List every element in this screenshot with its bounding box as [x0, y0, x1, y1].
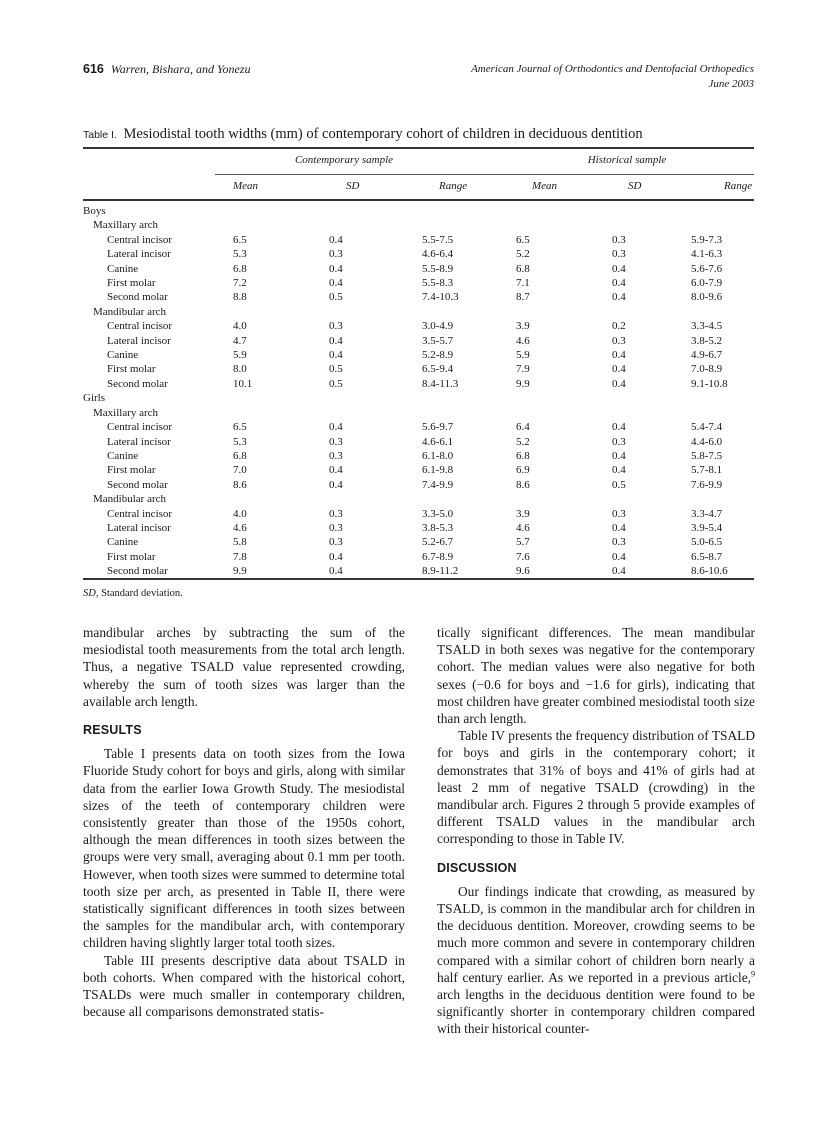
cell-sd-contemporary: 0.3 [329, 536, 343, 549]
cell-range-historical: 4.1-6.3 [691, 248, 723, 261]
cell-sd-historical: 0.4 [612, 565, 626, 578]
cell-mean-contemporary: 8.0 [233, 363, 247, 376]
cell-sd-contemporary: 0.3 [329, 521, 343, 534]
cell-sd-historical [612, 406, 691, 420]
row-label: Central incisor [107, 507, 173, 520]
heading-discussion: DISCUSSION [437, 860, 517, 875]
cell-range-contemporary: 5.2-6.7 [422, 536, 454, 549]
running-header-right [471, 62, 754, 92]
table-row [83, 420, 754, 434]
group-header-contemporary: Contemporary sample [294, 154, 394, 166]
cell-mean-contemporary [233, 391, 329, 405]
col-header-sd-contemporary: SD [346, 180, 360, 192]
table-row [83, 492, 754, 506]
table-label: Table I. [83, 129, 117, 141]
cell-sd-contemporary [329, 492, 422, 506]
cell-mean-historical [516, 204, 612, 218]
cell-range-contemporary: 5.5-8.3 [422, 277, 454, 290]
cell-sd-historical: 0.3 [612, 233, 626, 246]
table-row [83, 348, 754, 362]
cell-mean-contemporary: 6.8 [233, 449, 247, 462]
col-header-sd-historical: SD [628, 180, 642, 192]
cell-sd-contemporary: 0.3 [329, 507, 343, 520]
body-column-left [83, 624, 405, 1020]
table-row [83, 463, 754, 477]
table-row [83, 233, 754, 247]
table-row [83, 247, 754, 261]
cell-sd-historical: 0.2 [612, 320, 626, 333]
col-header-mean-historical: Mean [532, 180, 558, 192]
cell-mean-historical: 6.4 [516, 421, 530, 434]
cell-mean-contemporary: 7.0 [233, 464, 247, 477]
cell-sd-contemporary: 0.4 [329, 550, 343, 563]
cell-mean-historical: 5.7 [516, 536, 530, 549]
cell-sd-contemporary: 0.4 [329, 277, 343, 290]
cell-sd-contemporary: 0.4 [329, 421, 343, 434]
row-label: Central incisor [107, 320, 173, 333]
cell-range-historical [691, 305, 754, 319]
cell-mean-historical: 7.1 [516, 277, 530, 290]
col-header-range-contemporary: Range [439, 180, 468, 192]
row-label: Lateral incisor [107, 435, 171, 448]
row-label: Second molar [107, 565, 168, 578]
cell-range-contemporary: 7.4-9.9 [422, 478, 454, 491]
cell-range-historical: 8.0-9.6 [691, 291, 723, 304]
cell-range-historical: 5.7-8.1 [691, 464, 723, 477]
row-label: Central incisor [107, 233, 173, 246]
cell-sd-contemporary: 0.5 [329, 363, 343, 376]
table-top-rule [83, 147, 754, 149]
cell-range-contemporary: 5.5-8.9 [422, 262, 454, 275]
row-label: Lateral incisor [107, 334, 171, 347]
body-column-right [437, 624, 755, 1038]
cell-sd-contemporary: 0.4 [329, 565, 343, 578]
cell-sd-contemporary [329, 204, 422, 218]
cell-range-contemporary: 6.5-9.4 [422, 363, 454, 376]
discussion-text-a: Our findings indicate that crowding, as measured by TSALD, is common in the mandibular arch for children in the deciduous dentition. Moreover, crowding seems to be much more common and severe in contemporary children compared with a similar cohort of children born nearly a half century earlier. As we reported in a previous article, [437, 883, 755, 985]
cell-range-historical [691, 218, 754, 232]
row-label: First molar [107, 277, 156, 290]
heading-results: RESULTS [83, 723, 142, 738]
cell-mean-contemporary [233, 218, 329, 232]
table-row [83, 319, 754, 333]
table-row [83, 564, 754, 578]
table-row [83, 391, 754, 405]
cell-mean-historical: 8.7 [516, 291, 530, 304]
cell-sd-historical: 0.4 [612, 464, 626, 477]
tooth-width-table [83, 204, 754, 579]
cell-sd-historical: 0.3 [612, 334, 626, 347]
cell-sd-historical: 0.3 [612, 248, 626, 261]
table-row [83, 305, 754, 319]
cell-range-historical: 5.8-7.5 [691, 449, 723, 462]
cell-mean-historical: 3.9 [516, 320, 530, 333]
row-label: Second molar [107, 478, 168, 491]
cell-sd-historical [612, 204, 691, 218]
row-label: Girls [83, 392, 105, 405]
cell-sd-contemporary: 0.3 [329, 449, 343, 462]
cell-mean-historical [516, 492, 612, 506]
cell-mean-historical [516, 218, 612, 232]
cell-sd-historical: 0.5 [612, 478, 626, 491]
cell-mean-contemporary [233, 406, 329, 420]
cell-mean-contemporary [233, 305, 329, 319]
cell-sd-historical: 0.4 [612, 521, 626, 534]
cell-sd-historical: 0.4 [612, 377, 626, 390]
cell-mean-contemporary: 7.2 [233, 277, 247, 290]
cell-range-historical: 3.3-4.5 [691, 320, 723, 333]
cell-mean-contemporary: 8.8 [233, 291, 247, 304]
cell-range-contemporary: 6.7-8.9 [422, 550, 454, 563]
cell-range-contemporary: 8.9-11.2 [422, 565, 459, 578]
cell-sd-contemporary: 0.3 [329, 435, 343, 448]
cell-mean-contemporary [233, 492, 329, 506]
cell-range-contemporary: 8.4-11.3 [422, 377, 459, 390]
table-title: Mesiodistal tooth widths (mm) of contemporary cohort of children in deciduous dentition [123, 126, 643, 142]
cell-range-contemporary: 6.1-9.8 [422, 464, 454, 477]
row-label: First molar [107, 550, 156, 563]
cell-range-historical [691, 204, 754, 218]
cell-range-contemporary: 5.2-8.9 [422, 349, 454, 362]
col-header-range-historical: Range [724, 180, 753, 192]
table-row [83, 276, 754, 290]
cell-range-contemporary: 4.6-6.1 [422, 435, 454, 448]
cell-range-historical: 5.9-7.3 [691, 233, 723, 246]
cell-mean-historical: 9.6 [516, 565, 530, 578]
cell-mean-historical: 7.6 [516, 550, 530, 563]
cell-range-contemporary: 3.3-5.0 [422, 507, 454, 520]
table-row [83, 521, 754, 535]
table-header-rule [83, 199, 754, 201]
table-row [83, 535, 754, 549]
cell-mean-contemporary: 8.6 [233, 478, 247, 491]
cell-sd-historical: 0.3 [612, 536, 626, 549]
cell-sd-historical [612, 305, 691, 319]
cell-sd-historical: 0.4 [612, 291, 626, 304]
paragraph-results-3: tically significant differences. The mean mandibular TSALD in both sexes was negative for the contemporary cohort. The median values were also negative for both sexes (−0.6 for boys and −1.6 for girls), indicating that most children have greater combined mesiodistal tooth size than arch length. [437, 625, 755, 727]
table-bottom-rule [83, 578, 754, 580]
row-label: Lateral incisor [107, 248, 171, 261]
cell-range-contemporary [422, 204, 516, 218]
cell-mean-historical: 6.8 [516, 449, 530, 462]
cell-range-contemporary: 6.1-8.0 [422, 449, 454, 462]
cell-mean-historical: 9.9 [516, 377, 530, 390]
cell-mean-contemporary: 5.3 [233, 248, 247, 261]
cell-mean-contemporary: 9.9 [233, 565, 247, 578]
table-row [83, 218, 754, 232]
cell-range-contemporary [422, 391, 516, 405]
cell-sd-contemporary [329, 305, 422, 319]
row-label: Canine [107, 536, 139, 549]
cell-range-contemporary [422, 406, 516, 420]
cell-range-contemporary [422, 492, 516, 506]
cell-mean-contemporary: 5.8 [233, 536, 247, 549]
cell-mean-contemporary: 10.1 [233, 377, 253, 390]
cell-range-historical: 7.6-9.9 [691, 478, 723, 491]
row-label: Maxillary arch [93, 219, 159, 232]
cell-mean-historical [516, 391, 612, 405]
group-rule-historical [437, 174, 754, 175]
table-footnote [83, 588, 183, 599]
cell-range-historical: 3.9-5.4 [691, 521, 723, 534]
cell-range-historical: 7.0-8.9 [691, 363, 723, 376]
row-label: Canine [107, 349, 139, 362]
cell-range-historical: 5.4-7.4 [691, 421, 723, 434]
cell-mean-historical: 5.2 [516, 435, 530, 448]
table-row [83, 449, 754, 463]
cell-sd-contemporary [329, 406, 422, 420]
cell-range-historical: 6.0-7.9 [691, 277, 723, 290]
cell-mean-contemporary: 4.6 [233, 521, 247, 534]
table-row [83, 334, 754, 348]
cell-sd-historical [612, 218, 691, 232]
cell-range-historical: 4.4-6.0 [691, 435, 723, 448]
table-row [83, 550, 754, 564]
cell-mean-historical [516, 305, 612, 319]
table-row [83, 435, 754, 449]
row-label: First molar [107, 363, 156, 376]
issue-date: June 2003 [708, 78, 754, 90]
table-row [83, 362, 754, 376]
col-header-mean-contemporary: Mean [233, 180, 259, 192]
table-row [83, 507, 754, 521]
cell-range-contemporary: 7.4-10.3 [422, 291, 459, 304]
cell-range-contemporary: 5.6-9.7 [422, 421, 454, 434]
row-label: Central incisor [107, 421, 173, 434]
cell-sd-historical: 0.4 [612, 262, 626, 275]
cell-sd-historical: 0.4 [612, 449, 626, 462]
group-header-historical: Historical sample [587, 154, 667, 166]
cell-sd-contemporary: 0.5 [329, 291, 343, 304]
cell-range-contemporary [422, 218, 516, 232]
cell-range-historical: 6.5-8.7 [691, 550, 723, 563]
cell-range-historical: 4.9-6.7 [691, 349, 723, 362]
cell-sd-historical: 0.4 [612, 550, 626, 563]
page-number: 616 [83, 62, 104, 76]
row-label: Mandibular arch [93, 493, 166, 506]
discussion-text-b: arch lengths in the deciduous dentition were found to be significantly shorter in contemporary children compared with their historical counter- [437, 987, 755, 1037]
table-row [83, 478, 754, 492]
cell-sd-contemporary: 0.3 [329, 320, 343, 333]
cell-sd-contemporary: 0.4 [329, 464, 343, 477]
paragraph-results-2: Table III presents descriptive data about TSALD in both cohorts. When compared with the historical cohort, TSALDs were much smaller in contemporary children, because all comparisons demonstrated statis- [83, 952, 405, 1020]
cell-mean-historical: 4.6 [516, 334, 530, 347]
cell-mean-historical: 6.9 [516, 464, 530, 477]
cell-sd-contemporary: 0.3 [329, 248, 343, 261]
cell-sd-historical [612, 391, 691, 405]
running-header-left [83, 62, 251, 77]
cell-mean-contemporary: 5.9 [233, 349, 247, 362]
cell-range-contemporary: 4.6-6.4 [422, 248, 454, 261]
cell-range-contemporary: 5.5-7.5 [422, 233, 454, 246]
cell-mean-historical: 5.9 [516, 349, 530, 362]
footnote-abbreviation: SD, [83, 588, 99, 599]
cell-mean-contemporary: 4.7 [233, 334, 247, 347]
cell-range-contemporary: 3.0-4.9 [422, 320, 454, 333]
cell-range-contemporary: 3.8-5.3 [422, 521, 454, 534]
cell-range-historical: 5.6-7.6 [691, 262, 723, 275]
cell-mean-contemporary: 6.5 [233, 233, 247, 246]
cell-sd-contemporary: 0.4 [329, 233, 343, 246]
paragraph-results-4: Table IV presents the frequency distribution of TSALD for boys and girls in the contemporary cohort; it demonstrates that 31% of boys and 41% of girls had at least 2 mm of negative TSALD (crowding) in the mandibular arch. Figures 2 through 5 provide examples of different TSALD values in the mandibular arch corresponding to those in Table IV. [437, 728, 755, 847]
cell-mean-contemporary: 6.5 [233, 421, 247, 434]
cell-mean-contemporary: 5.3 [233, 435, 247, 448]
cell-range-historical: 9.1-10.8 [691, 377, 728, 390]
cell-sd-contemporary: 0.4 [329, 262, 343, 275]
cell-mean-contemporary: 4.0 [233, 320, 247, 333]
cell-mean-historical: 6.5 [516, 233, 530, 246]
cell-mean-historical: 7.9 [516, 363, 530, 376]
cell-sd-historical: 0.3 [612, 507, 626, 520]
table-row [83, 290, 754, 304]
cell-mean-historical: 6.8 [516, 262, 530, 275]
journal-name: American Journal of Orthodontics and Dentofacial Orthopedics [471, 63, 754, 75]
cell-sd-contemporary [329, 218, 422, 232]
cell-sd-contemporary: 0.4 [329, 349, 343, 362]
cell-sd-historical [612, 492, 691, 506]
row-label: Second molar [107, 291, 168, 304]
cell-range-historical [691, 406, 754, 420]
cell-sd-historical: 0.4 [612, 363, 626, 376]
cell-mean-historical: 5.2 [516, 248, 530, 261]
cell-mean-contemporary: 6.8 [233, 262, 247, 275]
paragraph-results-1: Table I presents data on tooth sizes from the Iowa Fluoride Study cohort for boys and girls, along with similar data from the earlier Iowa Growth Study. The mesiodistal sizes of the teeth of contemporary children were consistently greater than those of the 1950s cohort, although the mean differences in tooth sizes between the groups were very small, averaging about 0.1 mm per tooth. However, when tooth sizes were summed to determine total tooth size per arch, as presented in Table II, there were statistically significant differences in tooth sizes between the samples for the mandibular arch, with contemporary children having slightly larger total tooth sizes. [83, 746, 405, 951]
running-header-authors: Warren, Bishara, and Yonezu [110, 62, 251, 76]
row-label: Second molar [107, 377, 168, 390]
table-row [83, 262, 754, 276]
group-rule-contemporary [215, 174, 473, 175]
cell-range-historical [691, 391, 754, 405]
row-label: Mandibular arch [93, 305, 166, 318]
table-caption [83, 126, 643, 143]
cell-sd-historical: 0.4 [612, 277, 626, 290]
reference-citation[interactable]: 9 [751, 969, 755, 979]
paragraph-discussion-1 [437, 883, 755, 1038]
cell-mean-contemporary [233, 204, 329, 218]
row-label: Canine [107, 449, 139, 462]
cell-sd-historical: 0.3 [612, 435, 626, 448]
cell-range-contemporary: 3.5-5.7 [422, 334, 454, 347]
cell-range-historical [691, 492, 754, 506]
cell-range-historical: 3.8-5.2 [691, 334, 723, 347]
cell-mean-historical: 3.9 [516, 507, 530, 520]
table-row [83, 377, 754, 391]
cell-sd-contemporary [329, 391, 422, 405]
cell-sd-historical: 0.4 [612, 421, 626, 434]
table-row [83, 406, 754, 420]
cell-mean-historical [516, 406, 612, 420]
cell-sd-contemporary: 0.5 [329, 377, 343, 390]
cell-sd-contemporary: 0.4 [329, 478, 343, 491]
row-label: First molar [107, 464, 156, 477]
cell-mean-historical: 4.6 [516, 521, 530, 534]
row-label: Canine [107, 262, 139, 275]
paragraph-methods-end: mandibular arches by subtracting the sum of the mesiodistal tooth measurements from the total arch length. Thus, a negative TSALD value represented crowding, whereby the sum of tooth sizes was larger than the available arch length. [83, 625, 405, 709]
row-label: Maxillary arch [93, 406, 159, 419]
table-row [83, 204, 754, 218]
footnote-text: Standard deviation. [98, 588, 183, 599]
cell-sd-contemporary: 0.4 [329, 334, 343, 347]
cell-mean-historical: 8.6 [516, 478, 530, 491]
cell-range-historical: 8.6-10.6 [691, 565, 728, 578]
cell-range-contemporary [422, 305, 516, 319]
cell-range-historical: 3.3-4.7 [691, 507, 723, 520]
cell-mean-contemporary: 7.8 [233, 550, 247, 563]
cell-mean-contemporary: 4.0 [233, 507, 247, 520]
cell-range-historical: 5.0-6.5 [691, 536, 723, 549]
row-label: Lateral incisor [107, 521, 171, 534]
row-label: Boys [83, 205, 106, 217]
cell-sd-historical: 0.4 [612, 349, 626, 362]
